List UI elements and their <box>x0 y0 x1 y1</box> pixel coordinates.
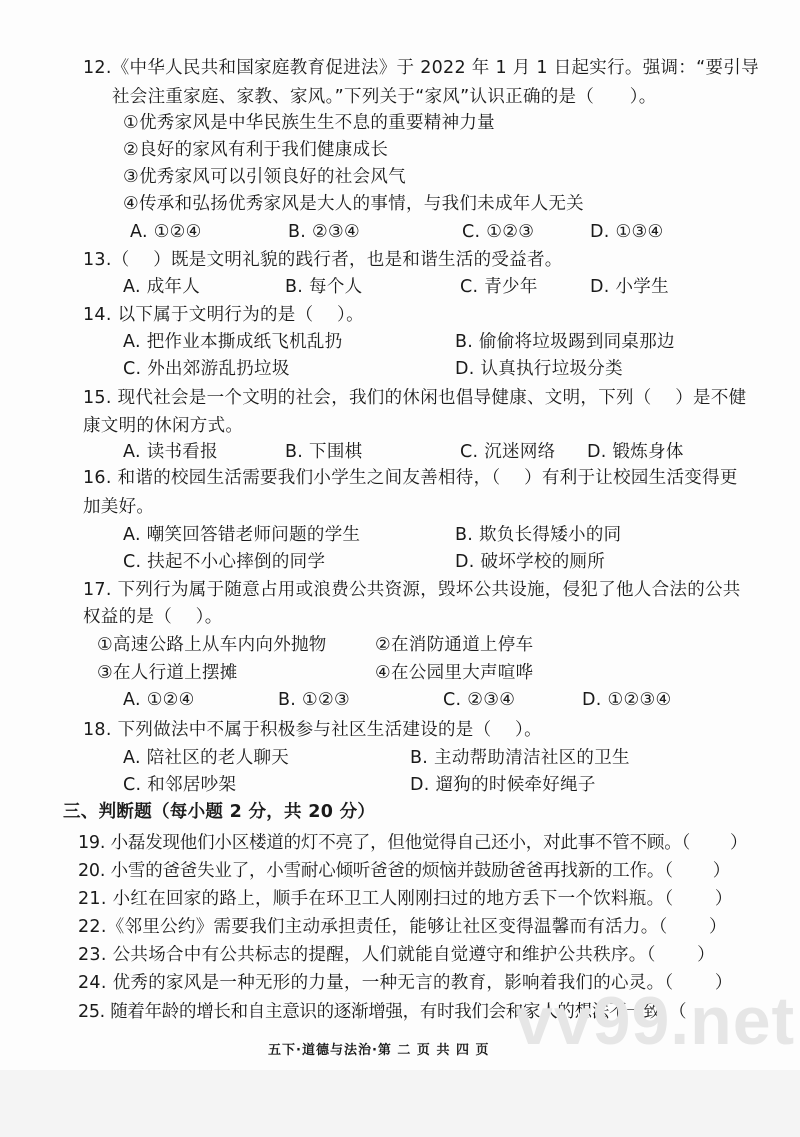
q17-item: ④在公园里大声喧哗 <box>375 663 534 683</box>
q17-item: ②在消防通道上停车 <box>375 635 534 655</box>
q18-option-c: C. 和邻居吵架 <box>123 775 237 795</box>
q14-option-d: D. 认真执行垃圾分类 <box>455 359 623 379</box>
q15-option-a: A. 读书看报 <box>123 442 218 462</box>
page-footer: 五下·道德与法治·第 二 页 共 四 页 <box>268 1043 490 1058</box>
q15-stem: 15. 现代社会是一个文明的社会，我们的休闲也倡导健康、文明，下列（ ）是不健 <box>83 388 747 408</box>
q13-stem: 13.（ ）既是文明礼貌的践行者，也是和谐生活的受益者。 <box>83 250 563 270</box>
q16-stem-cont: 加美好。 <box>83 497 155 517</box>
q14-option-b: B. 偷偷将垃圾踢到同桌那边 <box>455 332 675 352</box>
judge-item: 21. 小红在回家的路上，顺手在环卫工人刚刚扫过的地方丢下一个饮料瓶。（ ） <box>78 889 733 909</box>
q16-option-b: B. 欺负长得矮小的同 <box>455 525 622 545</box>
judge-item: 23. 公共场合中有公共标志的提醒，人们就能自觉遵守和维护公共秩序。（ ） <box>78 945 715 965</box>
q17-item: ①高速公路上从车内向外抛物 <box>97 635 327 655</box>
q15-option-d: D. 锻炼身体 <box>587 442 684 462</box>
q16-option-c: C. 扶起不小心摔倒的同学 <box>123 552 326 572</box>
judge-item: 22.《邻里公约》需要我们主动承担责任，能够让社区变得温馨而有活力。（ ） <box>78 917 727 937</box>
q17-item: ③在人行道上摆摊 <box>97 663 238 683</box>
q14-option-a: A. 把作业本撕成纸飞机乱扔 <box>123 332 343 352</box>
watermark: vv99.net <box>515 983 796 1059</box>
q17-stem-cont: 权益的是（ ）。 <box>83 607 223 627</box>
q12-option-d: D. ①③④ <box>590 222 664 242</box>
q13-option-c: C. 青少年 <box>460 277 538 297</box>
q12-item: ①优秀家风是中华民族生生不息的重要精神力量 <box>123 113 495 133</box>
q12-stem: 12.《中华人民共和国家庭教育促进法》于 2022 年 1 月 1 日起实行。强调：“要引导 <box>83 58 759 78</box>
q12-stem-cont: 社会注重家庭、家教、家风。”下列关于“家风”认识正确的是（ ）。 <box>112 87 657 107</box>
judge-item: 19. 小磊发现他们小区楼道的灯不亮了，但他觉得自己还小，对此事不管不顾。（ ） <box>78 833 748 853</box>
q15-stem-cont: 康文明的休闲方式。 <box>83 416 244 436</box>
q15-option-b: B. 下围棋 <box>285 442 363 462</box>
q14-stem: 14. 以下属于文明行为的是（ ）。 <box>83 305 364 325</box>
q18-stem: 18. 下列做法中不属于积极参与社区生活建设的是（ ）。 <box>83 720 542 740</box>
q17-option-c: C. ②③④ <box>443 690 516 710</box>
q18-option-d: D. 遛狗的时候牵好绳子 <box>410 775 596 795</box>
q13-option-d: D. 小学生 <box>590 277 669 297</box>
q12-item: ③优秀家风可以引领良好的社会风气 <box>123 167 406 187</box>
q17-stem: 17. 下列行为属于随意占用或浪费公共资源，毁坏公共设施，侵犯了他人合法的公共 <box>83 580 741 600</box>
q16-stem: 16. 和谐的校园生活需要我们小学生之间友善相待，（ ）有利于让校园生活变得更 <box>83 468 738 488</box>
judge-item: 24. 优秀的家风是一种无形的力量，一种无言的教育，影响着我们的心灵。（ ） <box>78 973 733 993</box>
q17-option-d: D. ①②③④ <box>582 690 672 710</box>
q12-option-a: A. ①②④ <box>130 222 202 242</box>
q12-item: ④传承和弘扬优秀家风是大人的事情，与我们未成年人无关 <box>123 194 584 214</box>
q12-option-b: B. ②③④ <box>288 222 360 242</box>
q12-item: ②良好的家风有利于我们健康成长 <box>123 140 389 160</box>
judge-item: 25. 随着年龄的增长和自主意识的逐渐增强，有时我们会和家人的想法不一致。（ <box>78 1002 687 1022</box>
q15-option-c: C. 沉迷网络 <box>460 442 556 462</box>
q17-option-b: B. ①②③ <box>278 690 350 710</box>
q12-option-c: C. ①②③ <box>462 222 535 242</box>
q16-option-d: D. 破坏学校的厕所 <box>455 552 606 572</box>
q18-option-a: A. 陪社区的老人聊天 <box>123 748 290 768</box>
q13-option-b: B. 每个人 <box>285 277 363 297</box>
q16-option-a: A. 嘲笑回答错老师问题的学生 <box>123 525 361 545</box>
q13-option-a: A. 成年人 <box>123 277 201 297</box>
q14-option-c: C. 外出郊游乱扔垃圾 <box>123 359 290 379</box>
judge-item: 20. 小雪的爸爸失业了，小雪耐心倾听爸爸的烦恼并鼓励爸爸再找新的工作。（ ） <box>78 861 731 881</box>
q17-option-a: A. ①②④ <box>123 690 195 710</box>
q18-option-b: B. 主动帮助清洁社区的卫生 <box>410 748 630 768</box>
section-heading: 三、判断题（每小题 2 分，共 20 分） <box>63 802 376 822</box>
